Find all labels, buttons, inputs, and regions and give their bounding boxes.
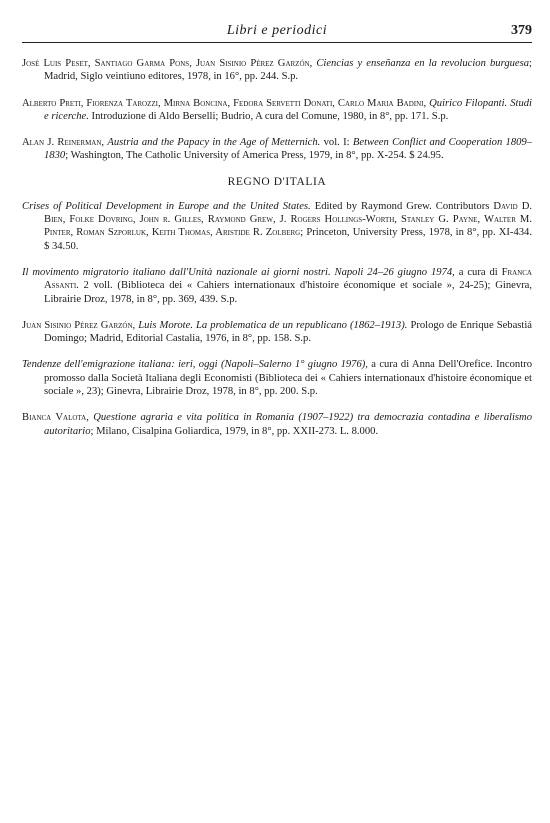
bibliography-list [22,57,532,438]
book-page [22,22,532,451]
entry-subtitle: Between Conflict and Cooperation 1809–1830 [44,137,533,162]
entry-authors: David D. Bien, Folke Dovring, John r. Gilles, Raymond Grew, J. Rogers Hollings-Worth, Stanley G. Payne, Walter M. Pinter, Roman Szporluk, Keith Thomas, Aristide R. Zolberg [44,200,532,239]
entry-details: vol. I: [320,137,353,149]
entry-title: Crises of Political Development in Europe and the United States. [22,200,311,212]
entry-details: a cura di Anna Dell'Orefice. Incontro promosso dalla Società Italiana degli Economisti (Biblioteca dei « Cahiers internationaux d'histoire économique et sociale », 23); Ginevra, Librairie Droz, 1978, in 8°, pp. 200. S.p. [44,359,532,398]
entry-authors: Alan J. Reinerman, [22,137,105,149]
section-heading: REGNO D'ITALIA [227,175,327,188]
entry-authors: José Luis Peset, Santiago Garma Pons, Juan Sisinio Pérez Garzón, [22,58,313,69]
bibliography-entry [22,266,532,306]
entry-details: Introduzione di Aldo Berselli; Budrio, A cura del Comune, 1980, in 8°, pp. 171. S.p. [88,110,449,122]
page-number: 379 [511,23,532,38]
entry-authors: Juan Sisinio Pérez Garzón, [22,319,136,331]
entry-details: Prologo de Enrique Sebastiá Domingo; Madrid, Editorial Castalia, 1976, in 8°, pp. 158. S.p. [44,319,533,345]
running-title: Libri e periodici [226,23,328,38]
running-header [22,22,532,43]
entry-details-2: ; Washington, The Catholic University of America Press, 1979, in 8°, pp. X-254. $ 24.95. [65,150,444,162]
bibliography-entry [22,57,532,84]
entry-title: Ciencias y enseñanza en la revolucion burguesa [316,58,530,69]
entry-title: Luis Morote. La problematica de un republicano (1862–1913). [138,319,408,331]
entry-title: Austria and the Papacy in the Age of Metternich. [107,137,321,149]
bibliography-entry [22,136,532,163]
entry-title: Il movimento migratorio italiano dall'Unità nazionale ai giorni nostri. Napoli 24–26 giugno 1974, [22,266,455,278]
bibliography-entry [22,200,532,253]
entry-details: a cura di [454,266,502,278]
entry-details: ; Madrid, Siglo veintiuno editores, 1978, in 16°, pp. 244. S.p. [44,58,532,83]
bibliography-entry [22,411,532,438]
bibliography-entry [22,319,532,346]
bibliography-entry [22,358,532,398]
entry-details: ; Milano, Cisalpina Goliardica, 1979, in 8°, pp. XXII-273. L. 8.000. [90,425,379,437]
entry-details-2: 2 voll. (Biblioteca dei « Cahiers internationaux d'histoire économique et sociale », 24-25); Ginevra, Librairie Droz, 1978, in 8°, pp. 369, 439. S.p. [44,280,532,305]
entry-authors: Franca Assanti. [44,266,532,292]
entry-details: Edited by Raymond Grew. Contributors [310,200,494,212]
entry-title: Tendenze dell'emigrazione italiana: ieri, oggi (Napoli–Salerno 1° giugno 1976), [22,359,368,371]
entry-title: Quirico Filopanti. Studi e ricerche. [44,97,532,122]
entry-title: Questione agraria e vita politica in Romania (1907–1922) tra democrazia contadina e liberalismo autoritario [44,412,532,437]
entry-details-2: ; Princeton, University Press, 1978, in 8°, pp. XI-434. $ 34.50. [44,227,532,252]
entry-authors: Alberto Preti, Fiorenza Tarozzi, Mirna Boncina, Fedora Servetti Donati, Carlo Maria Badini, [22,97,427,109]
bibliography-entry [22,97,532,124]
entry-authors: Bianca Valota, [22,412,89,424]
